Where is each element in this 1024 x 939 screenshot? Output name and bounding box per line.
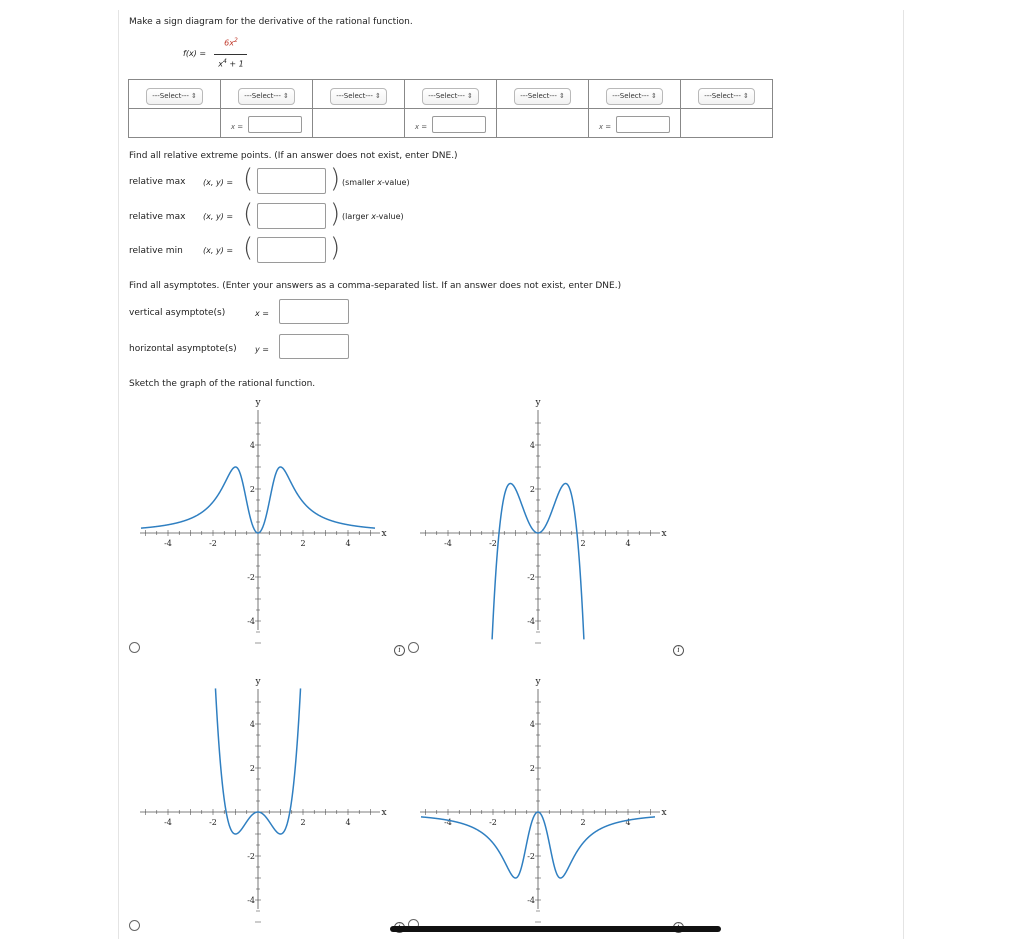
relative-min-label: relative min [129, 246, 183, 256]
radio-option-a[interactable] [129, 642, 140, 653]
y-tick-label: 4 [529, 720, 535, 729]
right-paren: ) [330, 164, 341, 194]
sketch-prompt: Sketch the graph of the rational function. [129, 379, 316, 389]
x-tick-label: 2 [300, 539, 306, 548]
y-tick-label: -2 [247, 852, 255, 861]
empty-cell [497, 109, 589, 138]
chevron-updown-icon: ⇕ [742, 92, 749, 100]
note-larger-x: (larger x-value) [342, 212, 404, 221]
graph-option-b [414, 396, 669, 646]
horizontal-asymptote-label: horizontal asymptote(s) [129, 344, 237, 354]
radio-option-c[interactable] [129, 920, 140, 931]
radio-option-b[interactable] [408, 642, 419, 653]
y-axis-label: y [255, 677, 261, 687]
y-tick-label: -4 [527, 896, 535, 905]
critical-x-input-1[interactable] [248, 116, 302, 133]
critical-x-label: x = [414, 122, 428, 131]
function-denominator: $x^4 + 1$ [218, 58, 244, 69]
x-tick-label: 4 [625, 818, 631, 827]
y-tick-label: 2 [529, 764, 535, 773]
extremes-prompt: Find all relative extreme points. (If an answer does not exist, enter DNE.) [129, 151, 458, 161]
sign-row [129, 80, 773, 109]
y-tick-label: 2 [249, 764, 255, 773]
chevron-updown-icon: ⇕ [190, 92, 197, 100]
note-smaller-x: (smaller x-value) [342, 178, 410, 187]
horizontal-scrollbar[interactable] [390, 926, 721, 932]
empty-cell [681, 109, 773, 138]
x-tick-label: -4 [164, 818, 172, 827]
relative-max-label-1: relative max [129, 177, 186, 187]
x-tick-label: -4 [164, 539, 172, 548]
y-tick-label: -4 [247, 617, 255, 626]
relative-max-input-2[interactable] [257, 203, 326, 229]
xy-label: (x, y) = [203, 212, 234, 221]
y-tick-label: 4 [249, 441, 255, 450]
right-paren: ) [330, 233, 341, 263]
y-axis-label: y [535, 398, 541, 408]
sign-select-7[interactable]: ---Select--- ⇕ [698, 88, 755, 105]
xy-label: (x, y) = [203, 178, 234, 187]
x-tick-label: -4 [444, 818, 452, 827]
x-tick-label: 2 [580, 818, 586, 827]
chevron-updown-icon: ⇕ [466, 92, 473, 100]
critical-x-label: x = [598, 122, 612, 131]
horizontal-asymptote-input[interactable] [279, 334, 349, 359]
sign-select-3[interactable]: ---Select--- ⇕ [330, 88, 387, 105]
empty-cell [129, 109, 221, 138]
empty-cell [313, 109, 405, 138]
relative-max-label-2: relative max [129, 212, 186, 222]
sign-select-6[interactable]: ---Select--- ⇕ [606, 88, 663, 105]
x-tick-label: -2 [489, 539, 497, 548]
function-label: f(x) = [183, 49, 207, 58]
x-tick-label: -4 [444, 539, 452, 548]
left-paren: ( [243, 164, 254, 194]
xy-label: (x, y) = [203, 246, 234, 255]
relative-min-input[interactable] [257, 237, 326, 263]
y-axis-label: y [255, 398, 261, 408]
sign-select-2[interactable]: ---Select--- ⇕ [238, 88, 295, 105]
x-tick-label: 2 [300, 818, 306, 827]
asymptotes-prompt: Find all asymptotes. (Enter your answers as a comma-separated list. If an answer does not exist, enter DNE.) [129, 281, 622, 291]
y-tick-label: 4 [249, 720, 255, 729]
info-icon[interactable]: i [394, 645, 405, 656]
x-tick-label: 4 [625, 539, 631, 548]
graph-option-c [134, 675, 389, 925]
chevron-updown-icon: ⇕ [282, 92, 289, 100]
left-paren: ( [243, 199, 254, 229]
relative-max-input-1[interactable] [257, 168, 326, 194]
info-icon[interactable]: i [673, 645, 684, 656]
critical-x-label: x = [230, 122, 244, 131]
x-tick-label: -2 [209, 539, 217, 548]
x-tick-label: 2 [580, 539, 586, 548]
y-tick-label: 2 [529, 485, 535, 494]
critical-x-input-2[interactable] [432, 116, 486, 133]
x-axis-label: x [381, 808, 387, 818]
x-tick-label: 4 [345, 818, 351, 827]
chevron-updown-icon: ⇕ [650, 92, 657, 100]
horizontal-var-label: y = [255, 345, 269, 354]
sign-select-5[interactable]: ---Select--- ⇕ [514, 88, 571, 105]
y-tick-label: -2 [527, 573, 535, 582]
function-numerator: $6x^2$ [224, 37, 238, 48]
y-tick-label: 4 [529, 441, 535, 450]
x-axis-label: x [661, 529, 667, 539]
sign-select-4[interactable]: ---Select--- ⇕ [422, 88, 479, 105]
y-tick-label: -4 [527, 617, 535, 626]
graph-option-d [414, 675, 669, 925]
x-axis-label: x [661, 808, 667, 818]
fraction-bar [214, 54, 247, 55]
vertical-asymptote-label: vertical asymptote(s) [129, 308, 226, 318]
left-paren: ( [243, 233, 254, 263]
sign-select-1[interactable]: ---Select--- ⇕ [146, 88, 203, 105]
critical-row [129, 109, 773, 138]
graph-option-a [134, 396, 389, 646]
chevron-updown-icon: ⇕ [374, 92, 381, 100]
x-tick-label: -2 [209, 818, 217, 827]
x-tick-label: 4 [345, 539, 351, 548]
sign-diagram-table [128, 79, 773, 138]
x-tick-label: -2 [489, 818, 497, 827]
right-paren: ) [330, 199, 341, 229]
sign-diagram-prompt: Make a sign diagram for the derivative of the rational function. [129, 17, 413, 27]
x-axis-label: x [381, 529, 387, 539]
vertical-asymptote-input[interactable] [279, 299, 349, 324]
vertical-var-label: x = [255, 309, 269, 318]
critical-x-input-3[interactable] [616, 116, 670, 133]
y-tick-label: -4 [247, 896, 255, 905]
y-tick-label: 2 [249, 485, 255, 494]
chevron-updown-icon: ⇕ [558, 92, 565, 100]
y-axis-label: y [535, 677, 541, 687]
y-tick-label: -2 [247, 573, 255, 582]
y-tick-label: -2 [527, 852, 535, 861]
